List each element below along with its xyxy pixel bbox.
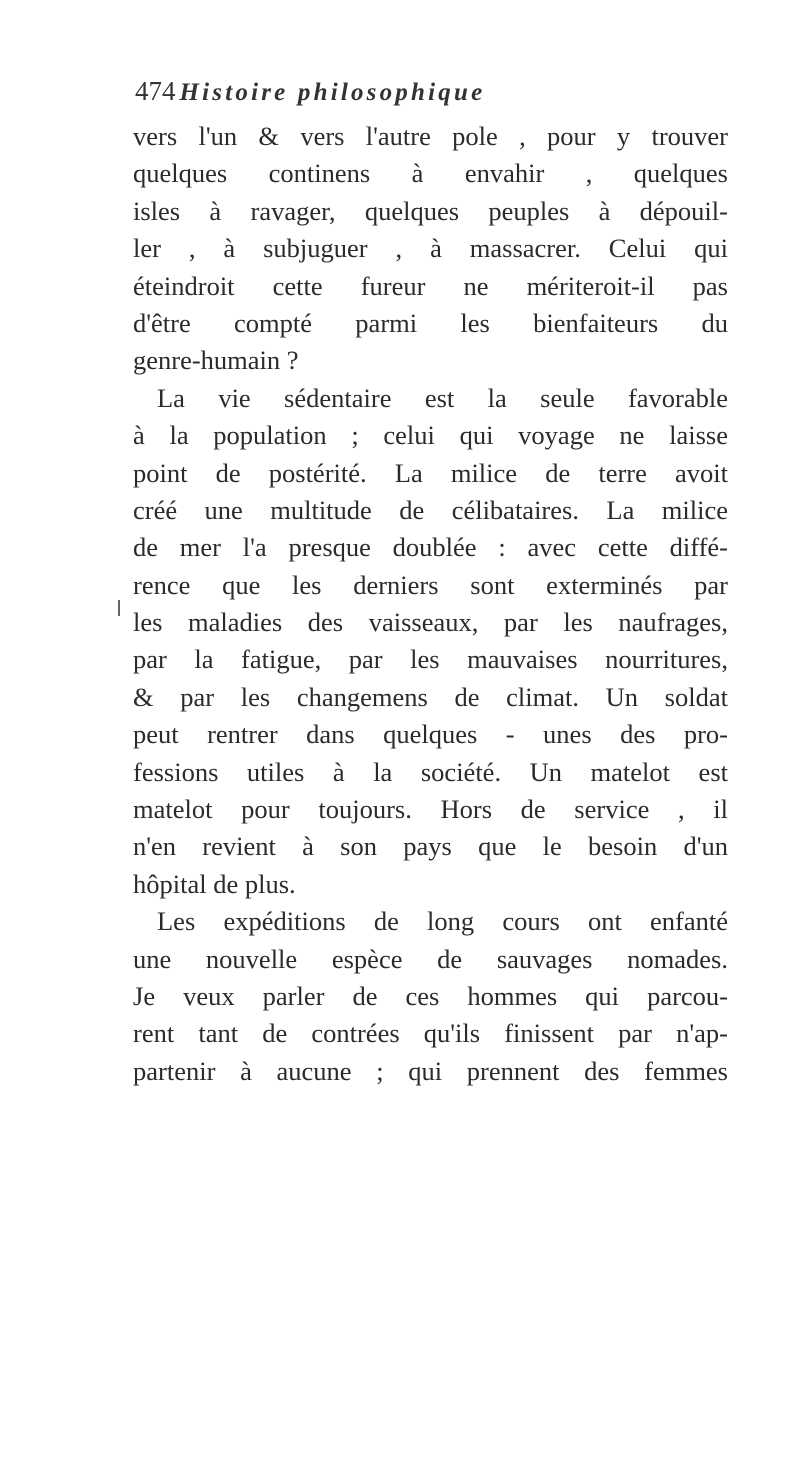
text-line: isles à ravager, quelques peuples à dépouil-: [133, 195, 728, 226]
text-line: fessions utiles à la société. Un matelot est: [133, 756, 728, 787]
text-line: partenir à aucune ; qui prennent des femmes: [133, 1055, 728, 1086]
text-line: peut rentrer dans quelques - unes des pro-: [133, 719, 728, 750]
text-line: éteindroit cette fureur ne mériteroit-il pas: [133, 270, 728, 301]
page-number: 474: [135, 76, 176, 106]
text-line: Je veux parler de ces hommes qui parcou-: [133, 980, 728, 1011]
text-line: n'en revient à son pays que le besoin d'un: [133, 831, 728, 862]
text-line: une nouvelle espèce de sauvages nomades.: [133, 943, 728, 974]
text-line: les maladies des vaisseaux, par les naufrages,: [133, 607, 728, 638]
paragraph-start-line: La vie sédentaire est la seule favorable: [157, 382, 728, 413]
text-line: quelques continens à envahir , quelques: [133, 158, 728, 189]
text-line: point de postérité. La milice de terre avoit: [133, 457, 728, 488]
text-line: d'être compté parmi les bienfaiteurs du: [133, 307, 728, 338]
text-line: ler , à subjuguer , à massacrer. Celui qui: [133, 233, 728, 264]
text-line: à la population ; celui qui voyage ne laisse: [133, 420, 728, 451]
running-title: Histoire philosophique: [179, 79, 486, 106]
text-line: rence que les derniers sont exterminés par: [133, 569, 728, 600]
paragraph-start-line: Les expéditions de long cours ont enfanté: [157, 906, 728, 937]
page-header: [135, 76, 695, 120]
text-line: matelot pour toujours. Hors de service , il: [133, 794, 728, 825]
text-line: hôpital de plus.: [133, 868, 296, 899]
text-line: & par les changemens de climat. Un soldat: [133, 681, 728, 712]
text-line: rent tant de contrées qu'ils finissent par n'ap-: [133, 1018, 728, 1049]
body-text: [133, 118, 728, 1090]
text-line: créé une multitude de célibataires. La milice: [133, 494, 728, 525]
text-line: genre-humain ?: [133, 345, 299, 376]
text-line: de mer l'a presque doublée : avec cette diffé-: [133, 532, 728, 563]
margin-mark: [118, 600, 120, 616]
text-line: vers l'un & vers l'autre pole , pour y trouver: [133, 121, 728, 151]
text-line: par la fatigue, par les mauvaises nourritures,: [133, 644, 728, 675]
